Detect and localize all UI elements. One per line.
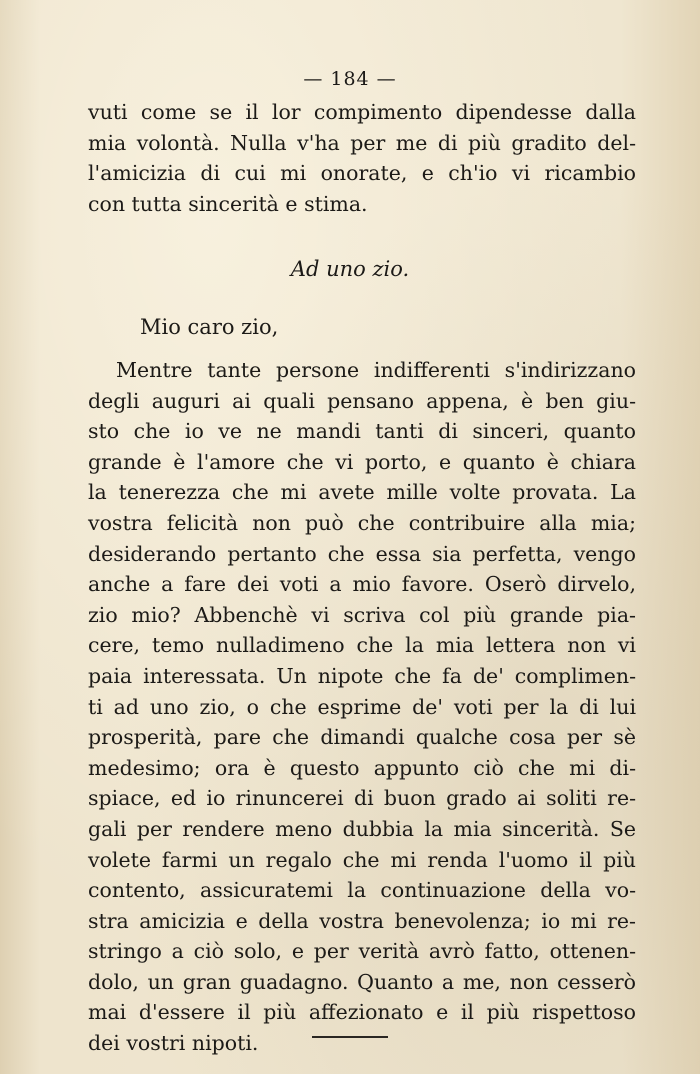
letter-title: Ad uno zio. [290, 257, 410, 281]
text-line: l'amicizia di cui mi onorate, e ch'io vi ricambio [88, 161, 636, 186]
text-line: prosperità, pare che dimandi qualche cosa per sè [88, 725, 636, 750]
text-line: volete farmi un regalo che mi renda l'uomo il più [88, 847, 636, 872]
text-line: contento, assicuratemi la continuazione della vo- [88, 878, 636, 903]
end-rule-divider [312, 1036, 388, 1038]
text-line: spiace, ed io rinuncerei di buon grado ai soliti re- [88, 786, 636, 811]
text-line: desiderando pertanto che essa sia perfetta, vengo [88, 541, 636, 566]
text-line: con tutta sincerità e stima. [88, 191, 368, 216]
text-line: dolo, un gran guadagno. Quanto a me, non cesserò [88, 969, 636, 994]
text-line: anche a fare dei voti a mio favore. Oserò dirvelo, [88, 572, 636, 597]
letter-body [88, 355, 636, 1059]
text-line: vuti come se il lor compimento dipendesse dalla [88, 100, 636, 124]
text-line: mai d'essere il più affezionato e il più rispettoso [88, 1000, 636, 1025]
text-line: vostra felicità non può che contribuire alla mia; [88, 510, 636, 535]
text-line: Mentre tante persone indifferenti s'indirizzano [116, 358, 636, 382]
text-line: cere, temo nulladimeno che la mia lettera non vi [88, 633, 636, 658]
text-line: paia interessata. Un nipote che fa de' complimen- [88, 663, 636, 688]
salutation: Mio caro zio, [140, 315, 279, 339]
text-line: sto che io ve ne mandi tanti di sinceri, quanto [88, 419, 636, 444]
intro-paragraph [88, 97, 636, 219]
text-line: zio mio? Abbenchè vi scriva col più grande pia- [88, 602, 636, 627]
page-number: — 184 — [303, 68, 397, 90]
text-line: gali per rendere meno dubbia la mia sincerità. Se [88, 816, 636, 841]
text-line: ti ad uno zio, o che esprime de' voti per la di lui [88, 694, 636, 719]
text-line: stra amicizia e della vostra benevolenza; io mi re- [88, 908, 636, 933]
text-line: degli auguri ai quali pensano appena, è ben giu- [88, 388, 636, 413]
text-line: grande è l'amore che vi porto, e quanto è chiara [88, 449, 636, 474]
text-line: dei vostri nipoti. [88, 1031, 259, 1056]
text-line: mia volontà. Nulla v'ha per me di più gradito del- [88, 130, 636, 155]
text-line: stringo a ciò solo, e per verità avrò fatto, ottenen- [88, 939, 636, 964]
text-line: la tenerezza che mi avete mille volte provata. La [88, 480, 636, 505]
text-line: medesimo; ora è questo appunto ciò che mi di- [88, 755, 636, 780]
